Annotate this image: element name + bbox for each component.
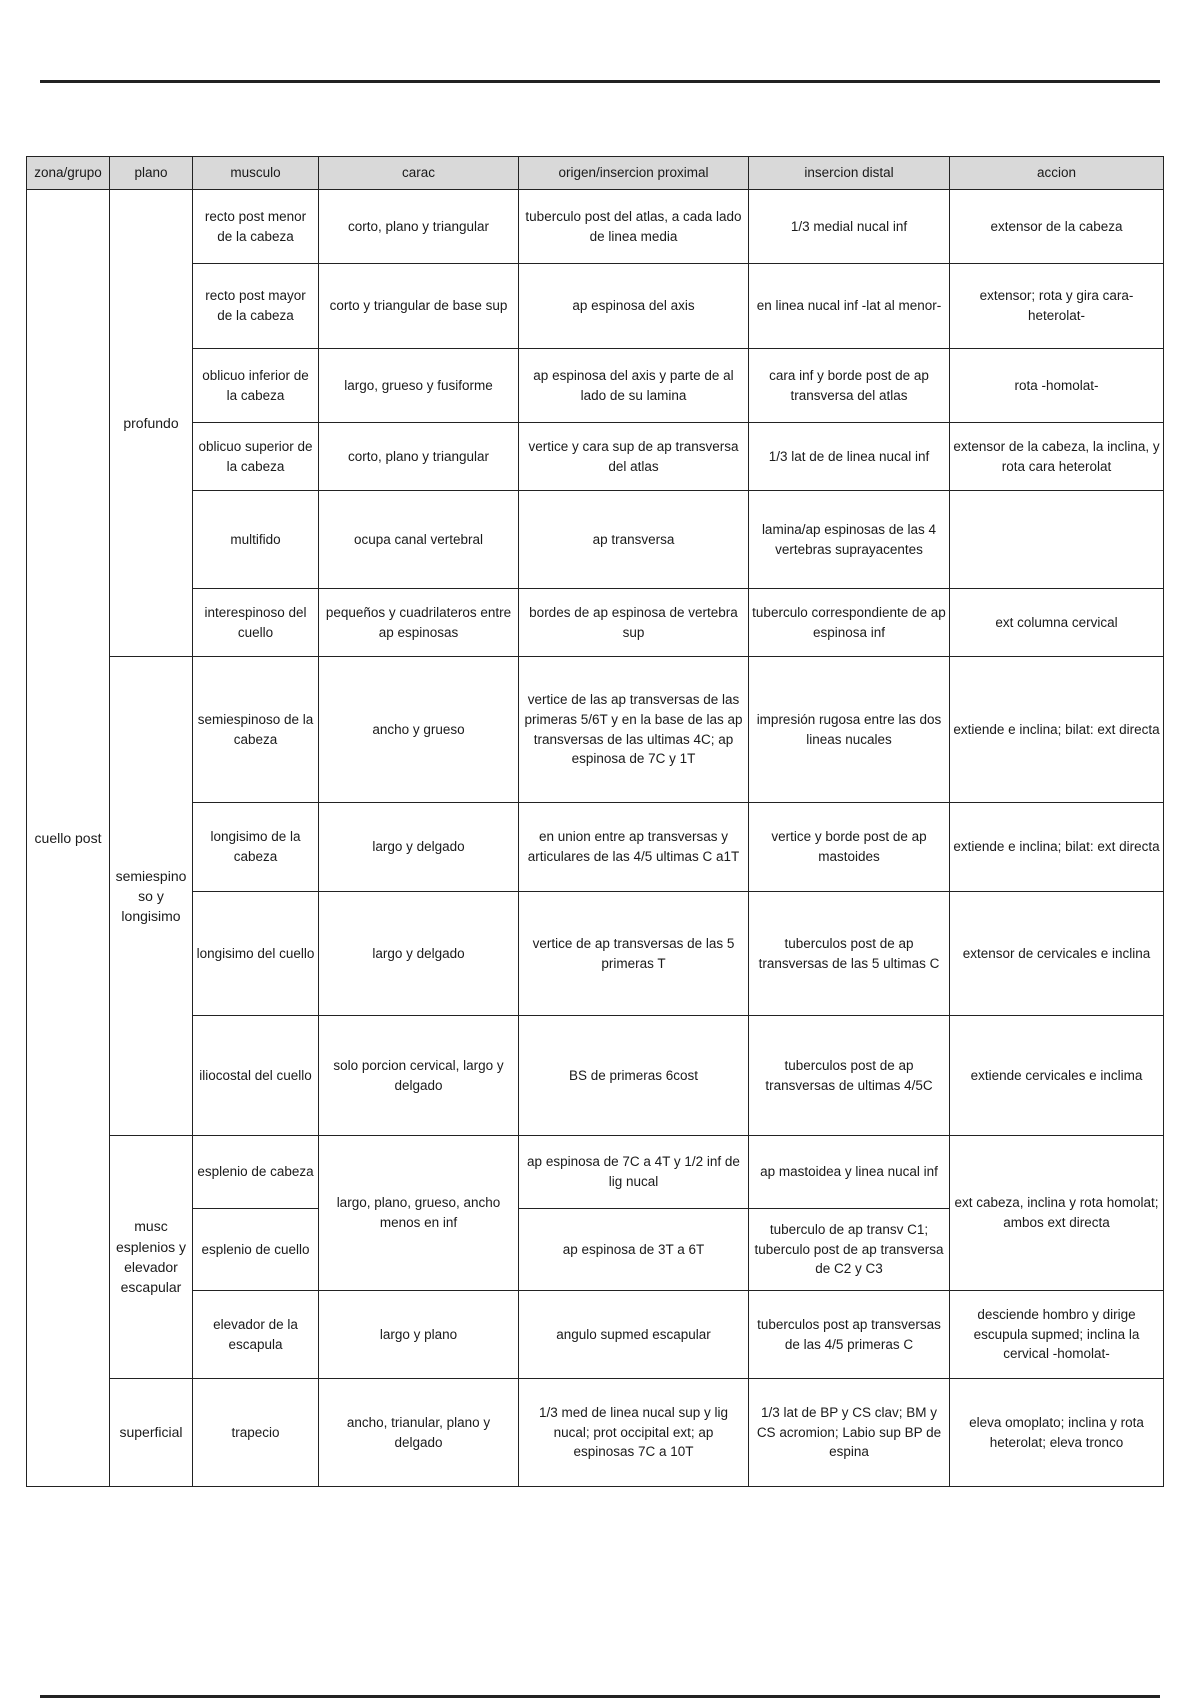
musculo-cell: longisimo del cuello: [193, 892, 319, 1016]
distal-cell: ap mastoidea y linea nucal inf: [749, 1136, 950, 1209]
accion-cell: extensor de la cabeza: [950, 190, 1164, 264]
table-row: [27, 1291, 1164, 1379]
distal-cell: 1/3 lat de de linea nucal inf: [749, 423, 950, 491]
accion-cell: extensor de cervicales e inclina: [950, 892, 1164, 1016]
plano-superficial: superficial: [110, 1379, 193, 1487]
header-distal: insercion distal: [749, 157, 950, 190]
musculo-cell: oblicuo superior de la cabeza: [193, 423, 319, 491]
distal-cell: tuberculo correspondiente de ap espinosa inf: [749, 589, 950, 657]
distal-cell: lamina/ap espinosas de las 4 vertebras suprayacentes: [749, 491, 950, 589]
plano-profundo: profundo: [110, 190, 193, 657]
accion-cell: extiende e inclina; bilat: ext directa: [950, 657, 1164, 803]
carac-cell: corto y triangular de base sup: [319, 264, 519, 349]
distal-cell: tuberculo de ap transv C1; tuberculo post de ap transversa de C2 y C3: [749, 1209, 950, 1291]
origen-cell: ap espinosa del axis y parte de al lado de su lamina: [519, 349, 749, 423]
accion-cell: ext columna cervical: [950, 589, 1164, 657]
musculo-cell: iliocostal del cuello: [193, 1016, 319, 1136]
header-musculo: musculo: [193, 157, 319, 190]
musculo-cell: recto post menor de la cabeza: [193, 190, 319, 264]
musculo-cell: esplenio de cabeza: [193, 1136, 319, 1209]
musculo-cell: multifido: [193, 491, 319, 589]
origen-cell: ap transversa: [519, 491, 749, 589]
distal-cell: vertice y borde post de ap mastoides: [749, 803, 950, 892]
distal-cell: 1/3 lat de BP y CS clav; BM y CS acromion; Labio sup BP de espina: [749, 1379, 950, 1487]
table-row: [27, 657, 1164, 803]
header-carac: carac: [319, 157, 519, 190]
plano-esplenios: musc esplenios y elevador escapular: [110, 1136, 193, 1379]
bottom-rule: [40, 1695, 1160, 1698]
header-zona: zona/grupo: [27, 157, 110, 190]
accion-cell: extensor; rota y gira cara-heterolat-: [950, 264, 1164, 349]
accion-cell: rota -homolat-: [950, 349, 1164, 423]
origen-cell: tuberculo post del atlas, a cada lado de linea media: [519, 190, 749, 264]
carac-cell: corto, plano y triangular: [319, 423, 519, 491]
accion-cell: extensor de la cabeza, la inclina, y rota cara heterolat: [950, 423, 1164, 491]
origen-cell: bordes de ap espinosa de vertebra sup: [519, 589, 749, 657]
muscle-table: [26, 156, 1164, 1487]
header-plano: plano: [110, 157, 193, 190]
plano-semiespinoso: semiespinoso y longisimo: [110, 657, 193, 1136]
table-row: [27, 803, 1164, 892]
table-row: [27, 264, 1164, 349]
carac-cell: largo, plano, grueso, ancho menos en inf: [319, 1136, 519, 1291]
table-row: [27, 1136, 1164, 1209]
carac-cell: largo y delgado: [319, 803, 519, 892]
table-row: [27, 349, 1164, 423]
carac-cell: corto, plano y triangular: [319, 190, 519, 264]
header-row: [27, 157, 1164, 190]
origen-cell: ap espinosa de 7C a 4T y 1/2 inf de lig nucal: [519, 1136, 749, 1209]
top-rule: [40, 80, 1160, 83]
accion-cell: extiende e inclina; bilat: ext directa: [950, 803, 1164, 892]
musculo-cell: oblicuo inferior de la cabeza: [193, 349, 319, 423]
table-row: [27, 589, 1164, 657]
carac-cell: solo porcion cervical, largo y delgado: [319, 1016, 519, 1136]
accion-cell: desciende hombro y dirige escupula supmed; inclina la cervical -homolat-: [950, 1291, 1164, 1379]
header-origen: origen/insercion proximal: [519, 157, 749, 190]
origen-cell: vertice de ap transversas de las 5 primeras T: [519, 892, 749, 1016]
origen-cell: ap espinosa del axis: [519, 264, 749, 349]
origen-cell: angulo supmed escapular: [519, 1291, 749, 1379]
accion-cell: eleva omoplato; inclina y rota heterolat; eleva tronco: [950, 1379, 1164, 1487]
accion-cell: extiende cervicales e inclima: [950, 1016, 1164, 1136]
carac-cell: largo, grueso y fusiforme: [319, 349, 519, 423]
distal-cell: 1/3 medial nucal inf: [749, 190, 950, 264]
carac-cell: largo y delgado: [319, 892, 519, 1016]
musculo-cell: recto post mayor de la cabeza: [193, 264, 319, 349]
distal-cell: impresión rugosa entre las dos lineas nucales: [749, 657, 950, 803]
carac-cell: ancho y grueso: [319, 657, 519, 803]
origen-cell: BS de primeras 6cost: [519, 1016, 749, 1136]
musculo-cell: semiespinoso de la cabeza: [193, 657, 319, 803]
table-row: [27, 1016, 1164, 1136]
origen-cell: ap espinosa de 3T a 6T: [519, 1209, 749, 1291]
accion-cell: [950, 491, 1164, 589]
musculo-cell: interespinoso del cuello: [193, 589, 319, 657]
origen-cell: vertice y cara sup de ap transversa del atlas: [519, 423, 749, 491]
musculo-cell: longisimo de la cabeza: [193, 803, 319, 892]
distal-cell: tuberculos post de ap transversas de ultimas 4/5C: [749, 1016, 950, 1136]
carac-cell: pequeños y cuadrilateros entre ap espinosas: [319, 589, 519, 657]
origen-cell: en union entre ap transversas y articulares de las 4/5 ultimas C a1T: [519, 803, 749, 892]
carac-cell: largo y plano: [319, 1291, 519, 1379]
origen-cell: 1/3 med de linea nucal sup y lig nucal; prot occipital ext; ap espinosas 7C a 10T: [519, 1379, 749, 1487]
distal-cell: cara inf y borde post de ap transversa del atlas: [749, 349, 950, 423]
table-row: [27, 491, 1164, 589]
musculo-cell: esplenio de cuello: [193, 1209, 319, 1291]
carac-cell: ocupa canal vertebral: [319, 491, 519, 589]
distal-cell: en linea nucal inf -lat al menor-: [749, 264, 950, 349]
distal-cell: tuberculos post ap transversas de las 4/5 primeras C: [749, 1291, 950, 1379]
musculo-cell: trapecio: [193, 1379, 319, 1487]
distal-cell: tuberculos post de ap transversas de las 5 ultimas C: [749, 892, 950, 1016]
carac-cell: ancho, trianular, plano y delgado: [319, 1379, 519, 1487]
table-row: [27, 892, 1164, 1016]
header-accion: accion: [950, 157, 1164, 190]
origen-cell: vertice de las ap transversas de las primeras 5/6T y en la base de las ap transversas de las ultimas 4C; ap espinosa de 7C y 1T: [519, 657, 749, 803]
accion-cell: ext cabeza, inclina y rota homolat; ambos ext directa: [950, 1136, 1164, 1291]
table-row: [27, 190, 1164, 264]
musculo-cell: elevador de la escapula: [193, 1291, 319, 1379]
zona-cell: cuello post: [27, 190, 110, 1487]
table-row: [27, 1379, 1164, 1487]
table-row: [27, 423, 1164, 491]
